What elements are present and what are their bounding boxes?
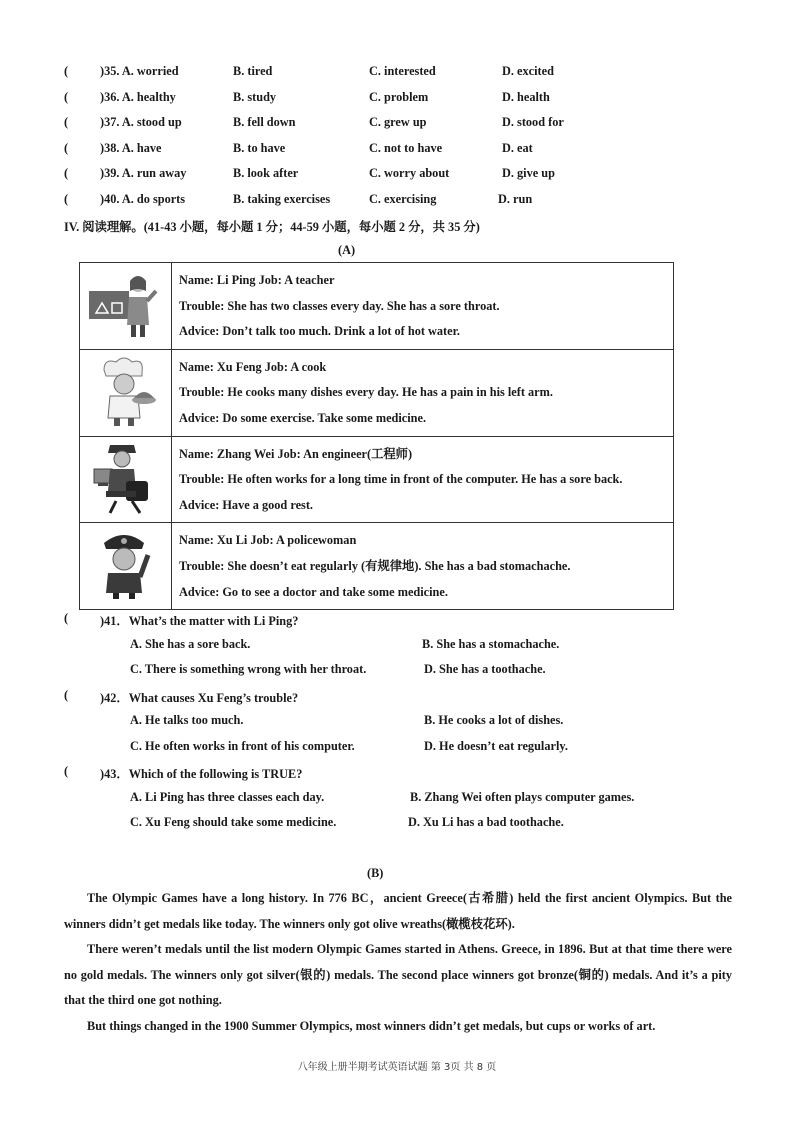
option-c: C. Xu Feng should take some medicine. — [130, 815, 337, 829]
answer-paren[interactable]: ( — [64, 64, 69, 78]
name-job: Name: Li Ping Job: A teacher — [179, 273, 335, 287]
people-table — [79, 262, 674, 610]
answer-paren[interactable]: ( — [64, 90, 69, 104]
passage-paragraph: But things changed in the 1900 Summer Olympics, most winners didn’t get medals, but cups or works of art. — [87, 1018, 656, 1033]
question-stem: )42．What causes Xu Feng’s trouble? — [100, 691, 299, 705]
page-footer: 八年级上册半期考试英语试题 第 3页 共 8 页 — [297, 1062, 497, 1073]
section-heading: IV. 阅读理解。(41-43 小题，每小题 1 分；44-59 小题，每小题 2 分，共 35 分) — [64, 220, 480, 234]
option-d: D. stood for — [502, 115, 564, 129]
engineer-icon — [86, 443, 164, 515]
option-b: B. look after — [233, 166, 299, 180]
table-row — [80, 263, 674, 350]
option-d: D. eat — [502, 141, 533, 155]
trouble: Trouble: She has two classes every day. She has a sore throat. — [179, 298, 500, 313]
option-d: D. Xu Li has a bad toothache. — [408, 815, 564, 829]
name-job: Name: Zhang Wei Job: An engineer(工程师) — [179, 446, 413, 461]
option-c: C. exercising — [369, 192, 437, 206]
question-stem: )43．Which of the following is TRUE? — [100, 767, 303, 781]
picture-cell — [80, 523, 172, 610]
cook-icon — [86, 356, 164, 428]
option-b: B. Zhang Wei often plays computer games. — [410, 790, 635, 804]
option-d: D. excited — [502, 64, 554, 78]
option-a: )36. A. healthy — [100, 90, 176, 104]
trouble: Trouble: He often works for a long time in front of the computer. He has a sore back. — [179, 472, 623, 487]
part-a-label: (A) — [338, 243, 356, 257]
option-d: D. He doesn’t eat regularly. — [424, 739, 568, 753]
option-a: )37. A. stood up — [100, 115, 182, 129]
answer-paren[interactable]: ( — [64, 166, 69, 180]
passage-paragraph: There weren’t medals until the list modern Olympic Games started in Athens. Greece, in 1896. But at that time there were no gold medals. The winners only got silver(银的) medals. The second place winners got bronze(铜的) medals. And it’s a pity that the third one got nothing. — [64, 942, 732, 1008]
policewoman-icon — [86, 529, 164, 601]
option-a: A. He talks too much. — [130, 713, 244, 727]
option-c: C. worry about — [369, 166, 450, 180]
name-job: Name: Xu Feng Job: A cook — [179, 359, 327, 374]
advice: Advice: Have a good rest. — [179, 497, 313, 512]
table-row — [80, 349, 674, 436]
option-b: B. to have — [233, 141, 286, 155]
option-b: B. tired — [233, 64, 273, 78]
part-b-label: (B) — [367, 866, 384, 880]
option-c: C. grew up — [369, 115, 427, 129]
option-c: C. He often works in front of his computer. — [130, 739, 355, 753]
question-stem: )41．What’s the matter with Li Ping? — [100, 614, 299, 628]
table-row — [80, 436, 674, 523]
option-d: D. health — [502, 90, 550, 104]
picture-cell — [80, 349, 172, 436]
teacher-icon — [86, 269, 164, 341]
trouble: Trouble: He cooks many dishes every day. He has a pain in his left arm. — [179, 385, 553, 400]
advice: Advice: Go to see a doctor and take some medicine. — [179, 584, 448, 599]
info-cell — [172, 436, 674, 523]
option-b: B. He cooks a lot of dishes. — [424, 713, 564, 727]
answer-paren[interactable]: ( — [64, 192, 69, 206]
picture-cell — [80, 436, 172, 523]
advice: Advice: Don’t talk too much. Drink a lot of hot water. — [179, 324, 460, 339]
info-cell — [172, 523, 674, 610]
option-b: B. taking exercises — [233, 192, 331, 206]
table-row — [80, 523, 674, 610]
option-b: B. study — [233, 90, 277, 104]
option-a: )35. A. worried — [100, 64, 179, 78]
passage-paragraph: The Olympic Games have a long history. In 776 BC，ancient Greece(古希腊) held the first ancient Olympics. But the winners didn’t get medals like today. The winners only got olive wreaths(橄榄枝花环). — [64, 891, 732, 931]
answer-paren[interactable]: ( — [64, 688, 69, 702]
option-d: D. run — [498, 192, 533, 206]
option-a: A. She has a sore back. — [130, 637, 251, 651]
advice: Advice: Do some exercise. Take some medicine. — [179, 410, 427, 425]
option-a: )39. A. run away — [100, 166, 187, 180]
option-d: D. She has a toothache. — [424, 662, 546, 676]
answer-paren[interactable]: ( — [64, 115, 69, 129]
answer-paren[interactable]: ( — [64, 611, 69, 625]
info-cell — [172, 349, 674, 436]
option-d: D. give up — [502, 166, 555, 180]
picture-cell — [80, 263, 172, 350]
option-c: C. not to have — [369, 141, 443, 155]
option-a: )38. A. have — [100, 141, 162, 155]
option-b: B. fell down — [233, 115, 296, 129]
option-c: C. problem — [369, 90, 429, 104]
answer-paren[interactable]: ( — [64, 141, 69, 155]
info-cell — [172, 263, 674, 350]
option-b: B. She has a stomachache. — [422, 637, 560, 651]
passage-b — [64, 886, 732, 1040]
name-job: Name: Xu Li Job: A policewoman — [179, 533, 357, 548]
option-a: )40. A. do sports — [100, 192, 186, 206]
trouble: Trouble: She doesn’t eat regularly (有规律地). She has a bad stomachache. — [179, 558, 571, 573]
option-c: C. There is something wrong with her throat. — [130, 662, 367, 676]
option-a: A. Li Ping has three classes each day. — [130, 790, 325, 804]
option-c: C. interested — [369, 64, 436, 78]
answer-paren[interactable]: ( — [64, 764, 69, 778]
